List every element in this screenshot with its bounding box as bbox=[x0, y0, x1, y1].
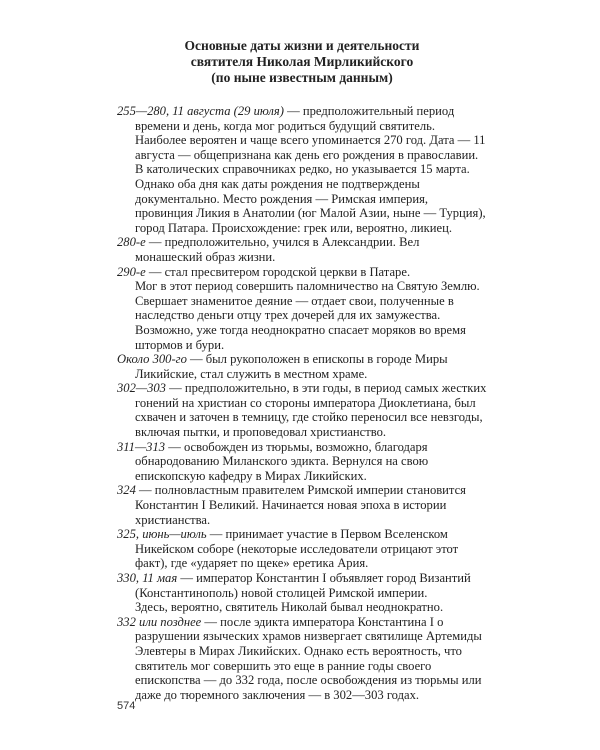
chronology-entry bbox=[117, 527, 487, 571]
entry-date: 325, июнь—июль bbox=[117, 527, 207, 542]
entry-date: 311—313 bbox=[117, 439, 166, 454]
entry-date: 280-е bbox=[117, 235, 146, 250]
entry-more-text: Здесь, вероятно, святитель Николай бывал неоднократно. bbox=[135, 600, 444, 615]
chronology-entry bbox=[117, 352, 487, 381]
entry-date: 302—303 bbox=[117, 381, 166, 396]
entry-text: — был рукоположен в епископы в городе Миры Ликийские, стал служить в местном храме. bbox=[135, 352, 448, 381]
chronology-entry bbox=[117, 104, 487, 235]
entry-date: 324 bbox=[117, 483, 136, 498]
entry-text: — полновластным правителем Римской империи становится Константин I Великий. Начинается новая эпоха в истории христианства. bbox=[135, 483, 466, 527]
entry-text: — предположительно, в эти годы, в период самых жестких гонений на христиан со стороны императора Диоклетиана, был схвачен и заточен в темницу, где стойко переносил все невзгоды, включая пытки, и проповедовал христианство. bbox=[135, 381, 487, 440]
entry-text: — принимает участие в Первом Вселенском Никейском соборе (некоторые исследователи отрицают этот факт), где «ударяет по щеке» еретика Ария. bbox=[135, 527, 459, 571]
page-title bbox=[117, 38, 487, 86]
entry-text: — освобожден из тюрьмы, возможно, благодаря обнародованию Миланского эдикта. Вернулся на свою епископскую кафедру в Мирах Ликийских. bbox=[135, 439, 429, 483]
chronology-entry bbox=[117, 571, 487, 600]
entry-text: — император Константин I объявляет город Византий (Константинополь) новой столицей Римской империи. bbox=[135, 571, 471, 600]
chronology-list bbox=[117, 104, 487, 702]
entry-more-text: Возможно, уже тогда неоднократно спасает моряков во время штормов и бури. bbox=[135, 322, 466, 352]
chronology-entry bbox=[117, 235, 487, 264]
entry-date: 332 или позднее bbox=[117, 614, 202, 629]
entry-text: — после эдикта императора Константина I о разрушении языческих храмов низвергает святилище Артемиды Элевтеры в Мирах Ликийских. Однако есть вероятность, что святитель мог совершить это еще в ранние годы своего епископства — до 332 года, после освобождения из тюрьмы или даже до тюремного заключения — в 302—303 годах. bbox=[135, 614, 482, 702]
entry-continuation bbox=[117, 600, 487, 615]
title-line-1: Основные даты жизни и деятельности bbox=[184, 38, 420, 53]
entry-date: 330, 11 мая bbox=[117, 571, 178, 585]
entry-date: 255—280, 11 августа (29 июля) bbox=[117, 104, 284, 118]
entry-date: Около 300-го bbox=[117, 352, 187, 367]
entry-date: 290-е bbox=[117, 264, 146, 279]
entry-text: — предположительный период времени и день, когда мог родиться будущий святитель. Наиболее вероятен и чаще всего упоминается 270 год. Дата — 11 августа — общепризнана как день его рождения в православии. В католических справочниках редко, но указывается 15 марта. Однако оба дня как даты рождения не подтверждены документально. Место рождения — Римская империя, провинция Ликия в Анатолии (юг Малой Азии, ныне — Турция), город Патара. Происхождение: грек или, вероятно, ликиец. bbox=[135, 104, 486, 235]
page-number: 574 bbox=[117, 700, 136, 712]
chronology-entry bbox=[117, 483, 487, 527]
chronology-entry bbox=[117, 381, 487, 439]
entry-continuation bbox=[117, 294, 487, 323]
entry-continuation bbox=[117, 323, 487, 352]
entry-text: — предположительно, учился в Александрии. Вел монашеский образ жизни. bbox=[135, 235, 420, 264]
entry-more-text: Мог в этот период совершить паломничество на Святую Землю. bbox=[135, 279, 480, 294]
chronology-entry bbox=[117, 440, 487, 484]
chronology-entry bbox=[117, 265, 487, 280]
title-line-3: (по ныне известным данным) bbox=[211, 70, 393, 85]
page-content bbox=[117, 38, 487, 702]
title-line-2: святителя Николая Мирликийского bbox=[190, 54, 414, 69]
entry-more-text: Свершает знаменитое деяние — отдает свои, полученные в наследство деньги отцу трех дочерей для их замужества. bbox=[135, 293, 454, 323]
entry-text: — стал пресвитером городской церкви в Патаре. bbox=[145, 264, 411, 279]
chronology-entry bbox=[117, 615, 487, 703]
entry-continuation bbox=[117, 279, 487, 294]
